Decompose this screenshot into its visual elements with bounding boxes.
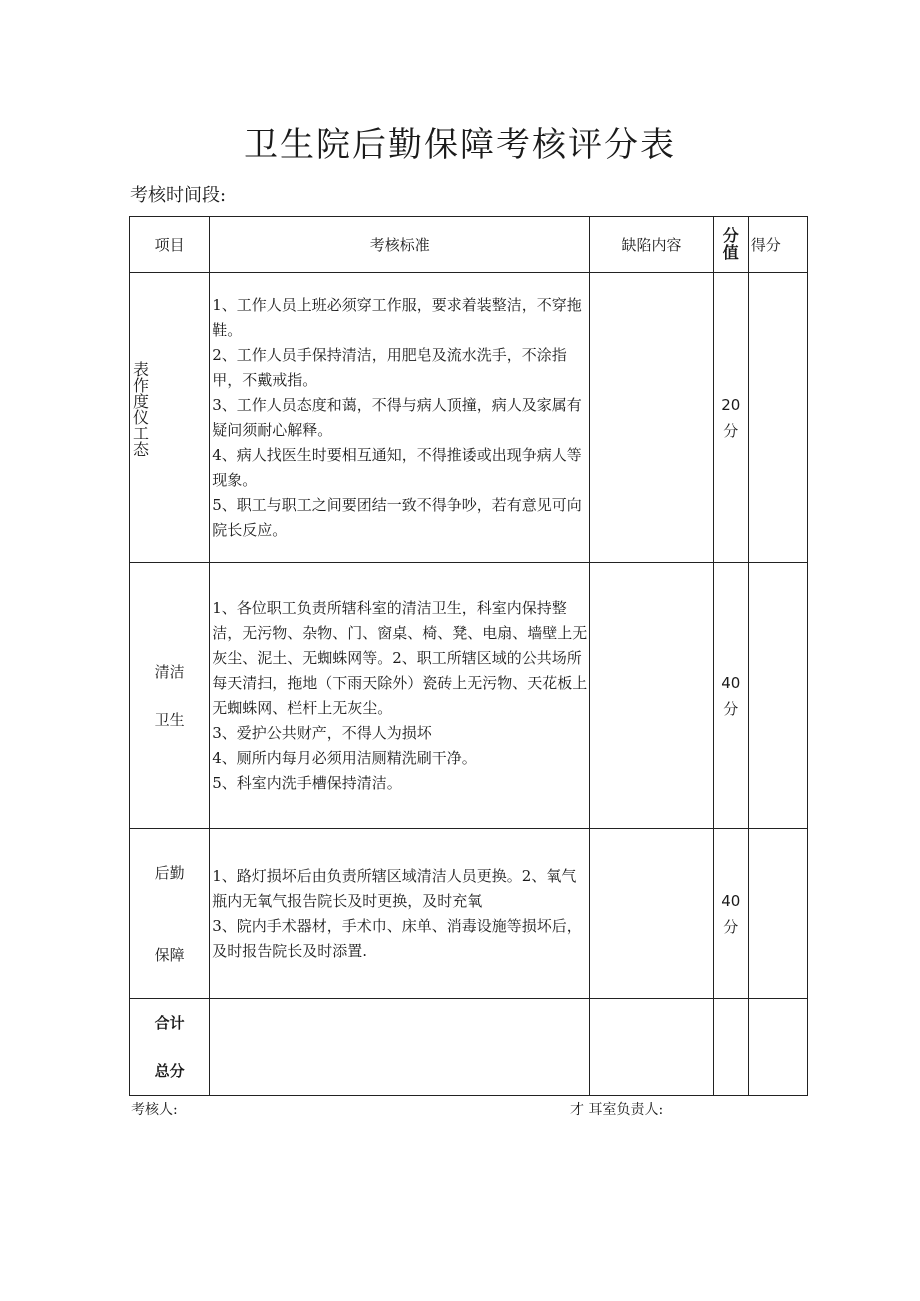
total-label-line: 总分 (154, 1062, 185, 1080)
points-unit: 分 (723, 917, 739, 936)
total-score-cell[interactable] (748, 999, 807, 1096)
header-defects: 缺陷内容 (590, 217, 713, 273)
standard-line: 1、工作人员上班必须穿工作服，要求着装整洁，不穿拖鞋。 (212, 295, 582, 339)
header-score: 得分 (748, 217, 807, 273)
table-header-row (130, 217, 808, 273)
row-score-cell[interactable] (748, 273, 807, 563)
points-value: 40 (721, 891, 741, 910)
header-points (713, 217, 748, 273)
page-title: 卫生院后勤保障考核评分表 (244, 125, 676, 165)
row-item-logistics (130, 829, 210, 999)
points-value: 20 (721, 395, 741, 414)
total-label-line: 合计 (154, 1014, 185, 1032)
points-unit: 分 (723, 699, 739, 718)
assessor-label: 考核人: (131, 1102, 178, 1118)
standard-line: 3、院内手术器材，手术巾、床单、消毒设施等损坏后，及时报告院长及时添置. (212, 916, 582, 960)
header-points-label: 分值 (722, 226, 739, 262)
row-standard (210, 829, 590, 999)
row-defects-cell[interactable] (590, 273, 713, 563)
standard-line: 3、工作人员态度和蔼，不得与病人顶撞，病人及家属有疑问须耐心解释。 (212, 395, 582, 439)
total-points-cell[interactable] (713, 999, 748, 1096)
row-points (713, 563, 748, 829)
dept-head-label: 才 耳室负责人: (570, 1102, 664, 1118)
row-score-cell[interactable] (748, 563, 807, 829)
total-row (130, 999, 808, 1096)
row-points (713, 273, 748, 563)
standard-line: 3、爱护公共财产，不得人为损坏 (212, 723, 432, 742)
row-item-cleaning (130, 563, 210, 829)
table-row (130, 563, 808, 829)
row-item-label: 表作度仪工态 (132, 359, 149, 459)
standard-line: 4、厕所内每月必须用洁厕精洗刷干净。 (212, 748, 477, 767)
standard-line: 1、各位职工负责所辖科室的清洁卫生，科室内保持整洁，无污物、杂物、门、窗桌、椅、凳、电扇、墙壁上无灰尘、泥土、无蜘蛛网等。2、职工所辖区域的公共场所每天清扫，拖地（下雨天除外）瓷砖上无污物、天花板上无蜘蛛网、栏杆上无灰尘。 (212, 598, 588, 717)
score-table (129, 216, 808, 1096)
row-standard (210, 563, 590, 829)
standard-line: 2、工作人员手保持清洁，用肥皂及流水洗手，不涂指甲，不戴戒指。 (212, 345, 567, 389)
standard-line: 4、病人找医生时要相互通知，不得推诿或出现争病人等现象。 (212, 445, 582, 489)
header-standard: 考核标准 (210, 217, 590, 273)
row-item-label: 卫生 (154, 710, 185, 729)
table-row (130, 273, 808, 563)
row-defects-cell[interactable] (590, 829, 713, 999)
assessment-period-label: 考核时间段: (130, 185, 227, 206)
row-points (713, 829, 748, 999)
points-unit: 分 (723, 421, 739, 440)
standard-line: 5、科室内洗手槽保持清洁。 (212, 773, 402, 792)
standard-line: 5、职工与职工之间要团结一致不得争吵，若有意见可向院长反应。 (212, 495, 582, 539)
row-item-attitude (130, 273, 210, 563)
header-item: 项目 (130, 217, 210, 273)
total-standard-cell[interactable] (210, 999, 590, 1096)
row-standard (210, 273, 590, 563)
table-row (130, 829, 808, 999)
standard-line: 1、路灯损坏后由负责所辖区域清洁人员更换。2、氧气瓶内无氧气报告院长及时更换，及时充氧 (212, 866, 577, 910)
row-item-label: 保障 (154, 945, 185, 964)
row-item-label: 后勤 (154, 863, 185, 882)
row-defects-cell[interactable] (590, 563, 713, 829)
total-label (130, 999, 210, 1096)
row-item-label: 清洁 (154, 662, 185, 681)
total-defects-cell[interactable] (590, 999, 713, 1096)
points-value: 40 (721, 673, 741, 692)
row-score-cell[interactable] (748, 829, 807, 999)
